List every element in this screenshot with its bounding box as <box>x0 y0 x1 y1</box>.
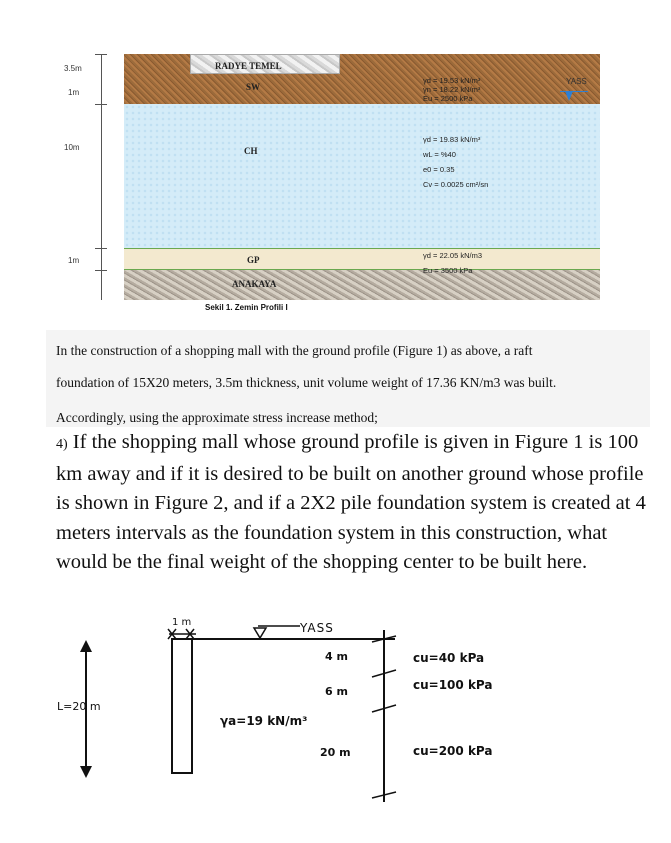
depth-label: 4 m <box>325 650 348 663</box>
property: γd = 19.83 kN/m³ <box>423 135 481 144</box>
pile-shape <box>172 639 192 773</box>
property: γn = 18.22 kN/m³ <box>423 85 481 94</box>
cu-label: cu=40 kPa <box>413 651 485 665</box>
depth-label: 20 m <box>320 746 351 759</box>
yass-label: YASS <box>300 621 334 635</box>
layer-label-sw: SW <box>246 82 261 92</box>
question-text: If the shopping mall whose ground profile is given in Figure 1 is 100 km away and if it is desired to be built on another ground whose profile is shown in Figure 2, and if a 2X2 pile foundation system is created at 4 meters intervals as the foundation system in this construction, what would be the final weight of the shopping center to be built here. <box>56 431 646 573</box>
property: γd = 19.53 kN/m³ <box>423 76 481 85</box>
cu-label: cu=100 kPa <box>413 678 493 692</box>
yass-label: YASS <box>566 77 587 86</box>
water-table-icon <box>254 628 266 638</box>
dim-label: 10m <box>64 143 80 152</box>
depth-label: 6 m <box>325 685 348 698</box>
property: e0 = 0.35 <box>423 165 455 174</box>
pile-width-label: 1 m <box>172 617 192 628</box>
question-number: 4) <box>56 437 68 452</box>
layer-label-ch: CH <box>244 146 258 156</box>
property: γd = 22.05 kN/m3 <box>423 251 482 260</box>
dim-label: 3.5m <box>64 64 82 73</box>
property: Eu = 3500 kPa <box>423 266 473 275</box>
arrow-down-icon <box>80 766 92 778</box>
figure-1-caption: Sekil 1. Zemin Profili I <box>205 303 288 312</box>
property: wL = %40 <box>423 150 456 159</box>
intro-line-3: Accordingly, using the approximate stress increase method; <box>56 410 378 425</box>
dim-label: 1m <box>68 256 80 265</box>
cu-label: cu=200 kPa <box>413 744 493 758</box>
unit-weight-label: γa=19 kN/m³ <box>220 714 308 728</box>
dim-label: 1m <box>68 88 80 97</box>
pile-length-label: L=20 m <box>57 700 101 713</box>
intro-line-2: foundation of 15X20 meters, 3.5m thickness, unit volume weight of 17.36 KN/m3 was built. <box>56 375 557 390</box>
arrow-up-icon <box>80 640 92 652</box>
property: Eu = 2500 kPa <box>423 94 473 103</box>
layer-label-gp: GP <box>247 255 260 265</box>
layer-label-radye: RADYE TEMEL <box>215 61 282 71</box>
intro-line-1: In the construction of a shopping mall with the ground profile (Figure 1) as above, a raft <box>56 343 533 358</box>
property: Cv = 0.0025 cm²/sn <box>423 180 489 189</box>
layer-label-bedrock: ANAKAYA <box>232 279 277 289</box>
